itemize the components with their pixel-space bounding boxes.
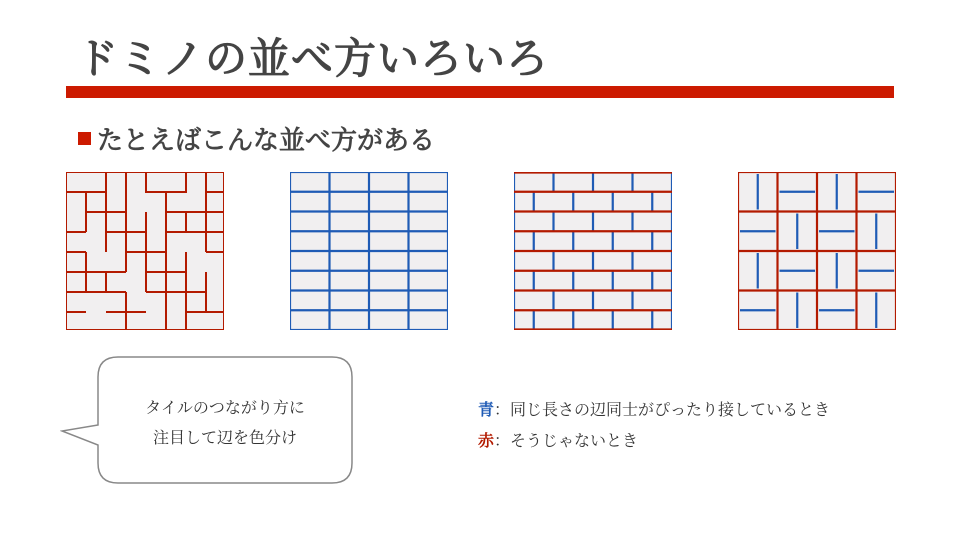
legend-blue-row bbox=[478, 394, 830, 425]
bubble-line-2: 注目して辺を色分け bbox=[152, 428, 297, 447]
bullet-square-icon bbox=[78, 132, 91, 145]
color-legend bbox=[478, 394, 830, 456]
speech-bubble-text bbox=[98, 393, 352, 453]
basketweave-pattern bbox=[738, 172, 896, 330]
bubble-line-1: タイルのつながり方に bbox=[145, 398, 305, 417]
bullet-line bbox=[78, 120, 435, 157]
stack-bond-pattern bbox=[290, 172, 448, 330]
legend-blue-text: ：同じ長さの辺同士がぴったり接しているとき bbox=[494, 400, 831, 419]
slide-title: ドミノの並べ方いろいろ bbox=[76, 34, 550, 83]
legend-red-text: ：そうじゃないとき bbox=[494, 431, 639, 450]
bullet-text: たとえばこんな並べ方がある bbox=[97, 126, 436, 156]
herringbone-pattern bbox=[66, 172, 224, 330]
running-bond-pattern bbox=[514, 172, 672, 330]
legend-blue-key: 青 bbox=[478, 400, 495, 419]
title-underline-bar bbox=[66, 86, 894, 98]
legend-red-key: 赤 bbox=[478, 431, 495, 450]
legend-red-row bbox=[478, 425, 830, 456]
speech-bubble bbox=[60, 355, 360, 485]
